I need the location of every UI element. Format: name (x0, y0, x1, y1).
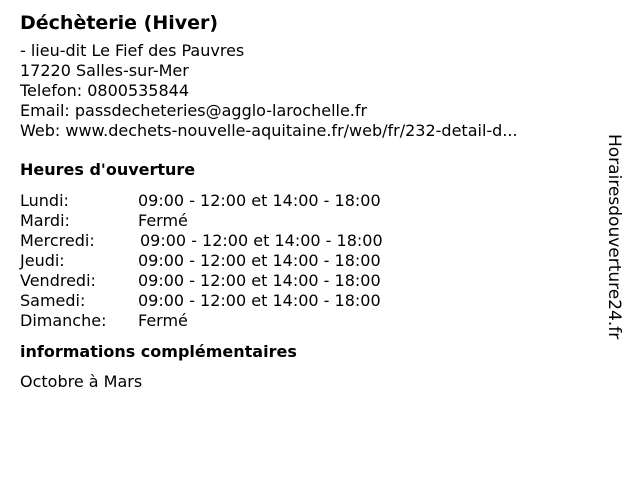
day-label: Dimanche: (20, 311, 107, 330)
page-title: Déchèterie (Hiver) (20, 12, 219, 34)
website-url: Web: www.dechets-nouvelle-aquitaine.fr/web/fr/232-detail-d... (20, 121, 518, 140)
city-postal-code: 17220 Salles-sur-Mer (20, 61, 189, 80)
day-hours: 09:00 - 12:00 et 14:00 - 18:00 (138, 191, 381, 210)
phone-number: Telefon: 0800535844 (20, 81, 190, 100)
opening-hours-table (20, 191, 595, 331)
additional-info-text: Octobre à Mars (20, 372, 143, 391)
hours-row-dimanche (20, 311, 595, 331)
day-label: Vendredi: (20, 271, 96, 290)
address-block (20, 41, 595, 141)
hours-row-jeudi (20, 251, 595, 271)
day-hours: 09:00 - 12:00 et 14:00 - 18:00 (140, 231, 383, 250)
email-address: Email: passdecheteries@agglo-larochelle.fr (20, 101, 368, 120)
day-label: Lundi: (20, 191, 69, 210)
opening-hours-heading: Heures d'ouverture (20, 160, 196, 179)
site-watermark: Horairesdouverture24.fr (604, 134, 624, 340)
day-label: Mercredi: (20, 231, 95, 250)
hours-row-samedi (20, 291, 595, 311)
street-address: - lieu-dit Le Fief des Pauvres (20, 41, 245, 60)
additional-info-heading: informations complémentaires (20, 342, 297, 361)
hours-row-vendredi (20, 271, 595, 291)
day-label: Samedi: (20, 291, 86, 310)
day-hours: 09:00 - 12:00 et 14:00 - 18:00 (138, 291, 381, 310)
hours-row-mercredi (20, 231, 595, 251)
day-label: Jeudi: (20, 251, 65, 270)
hours-row-mardi (20, 211, 595, 231)
day-hours: 09:00 - 12:00 et 14:00 - 18:00 (138, 251, 381, 270)
day-label: Mardi: (20, 211, 70, 230)
day-hours: Fermé (138, 211, 188, 230)
hours-row-lundi (20, 191, 595, 211)
day-hours: 09:00 - 12:00 et 14:00 - 18:00 (138, 271, 381, 290)
day-hours: Fermé (138, 311, 188, 330)
opening-hours-card (20, 10, 595, 392)
